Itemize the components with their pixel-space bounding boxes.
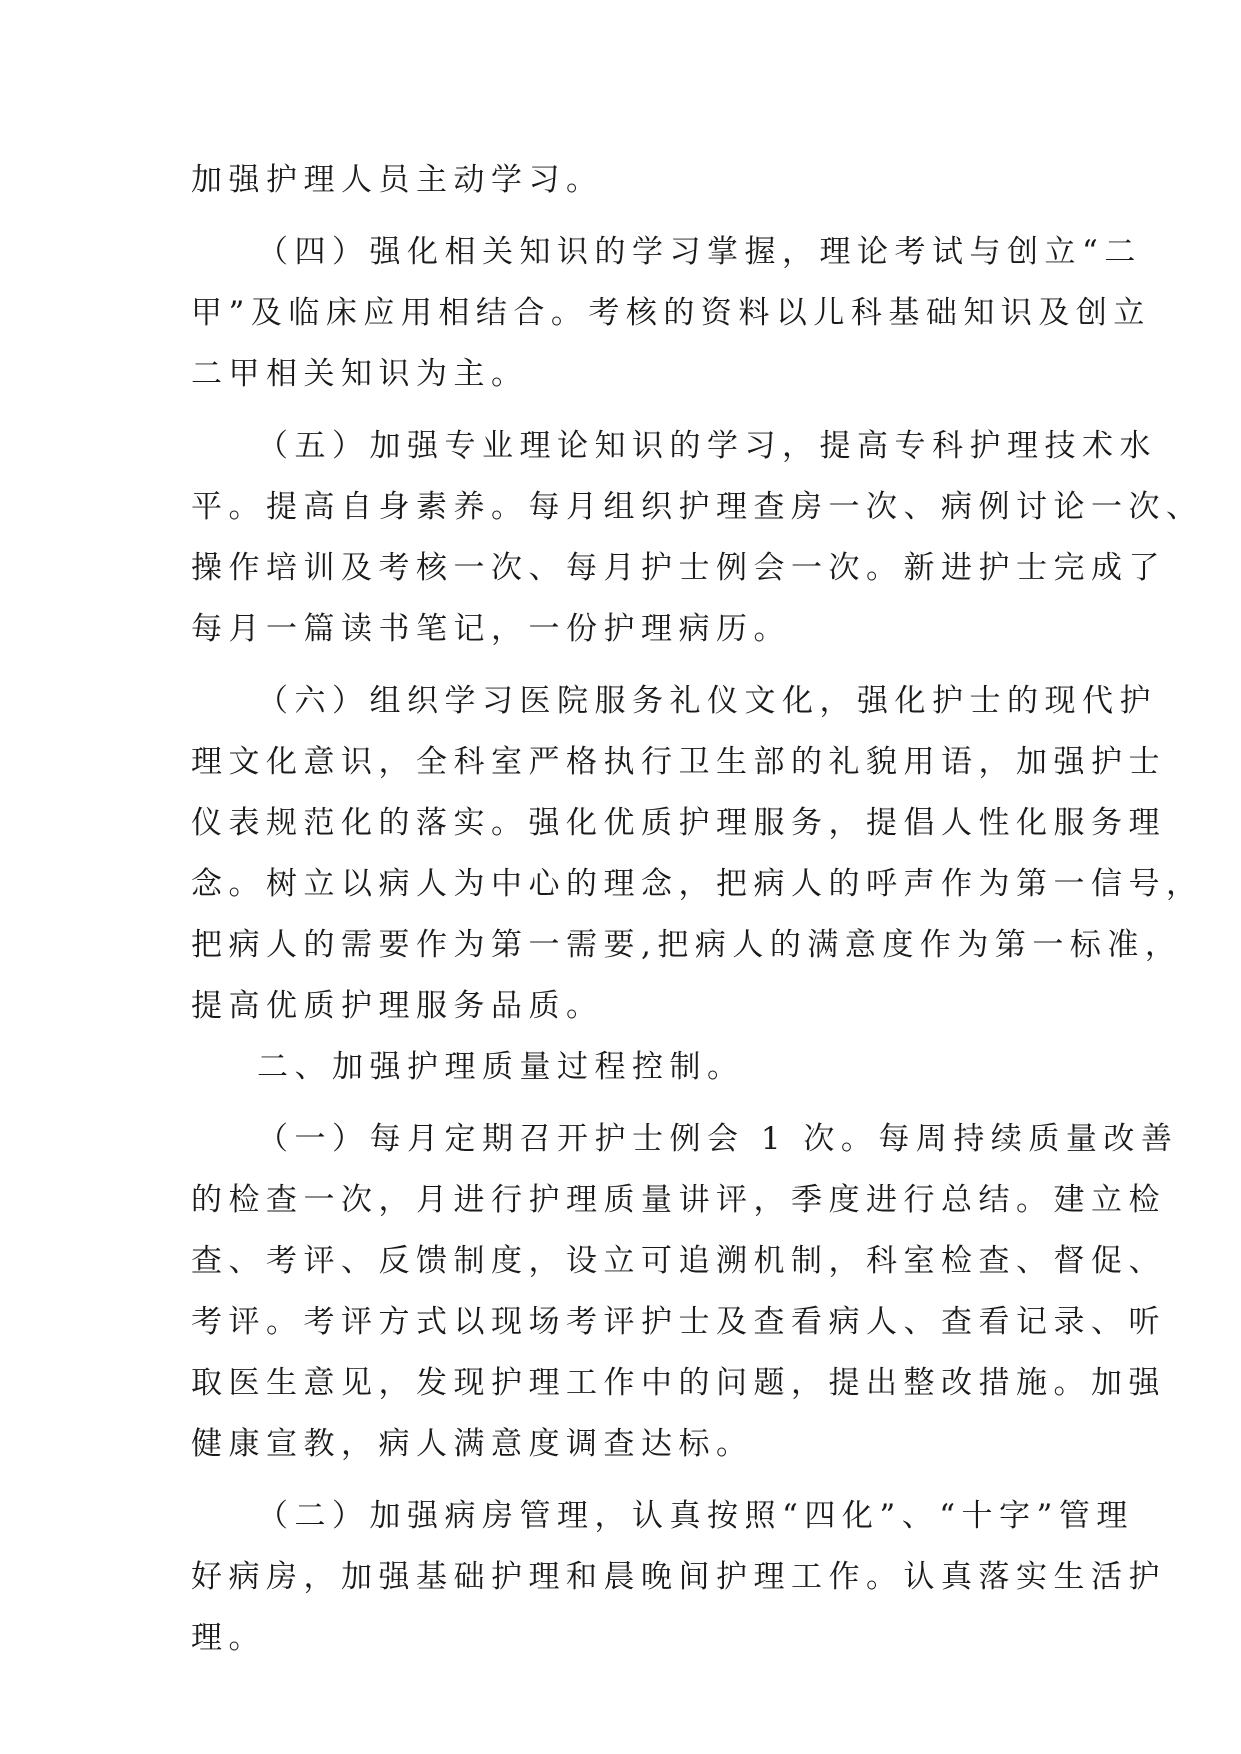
text-line: 的检查一次，月进行护理质量讲评，季度进行总结。建立检	[191, 1182, 1166, 1218]
text-line: 提高优质护理服务品质。	[191, 988, 604, 1024]
paragraph-si-heading: （四）强化相关知识的学习掌握，理论考试与创立“二	[257, 234, 1142, 270]
text-line: 好病房，加强基础护理和晨晚间护理工作。认真落实生活护	[191, 1559, 1166, 1595]
text-line: 仪表规范化的落实。强化优质护理服务，提倡人性化服务理	[191, 805, 1166, 841]
text-line: 加强护理人员主动学习。	[191, 162, 604, 198]
text-line: 操作培训及考核一次、每月护士例会一次。新进护士完成了	[191, 550, 1166, 586]
text-line: 念。树立以病人为中心的理念，把病人的呼声作为第一信号，	[191, 866, 1204, 902]
text-line: 理。	[191, 1620, 266, 1656]
text-line: 每月一篇读书笔记，一份护理病历。	[191, 611, 791, 647]
text-line: 把病人的需要作为第一需要,把病人的满意度作为第一标准，	[191, 927, 1183, 963]
text-line: 理文化意识，全科室严格执行卫生部的礼貌用语，加强护士	[191, 744, 1166, 780]
text-line: 甲”及临床应用相结合。考核的资料以儿科基础知识及创立	[191, 295, 1151, 331]
paragraph-liu-heading: （六）组织学习医院服务礼仪文化，强化护士的现代护	[257, 683, 1157, 719]
paragraph-er-heading: （二）加强病房管理，认真按照“四化”、“十字”管理	[257, 1498, 1134, 1534]
paragraph-wu-heading: （五）加强专业理论知识的学习，提高专科护理技术水	[257, 428, 1157, 464]
text-line: 考评。考评方式以现场考评护士及查看病人、查看记录、听	[191, 1304, 1166, 1340]
text-line: 查、考评、反馈制度，设立可追溯机制，科室检查、督促、	[191, 1243, 1166, 1279]
text-line: 二甲相关知识为主。	[191, 356, 529, 392]
paragraph-yi-heading: （一）每月定期召开护士例会 1 次。每周持续质量改善	[257, 1121, 1179, 1157]
section-heading: 二、加强护理质量过程控制。	[257, 1049, 745, 1085]
text-line: 健康宣教，病人满意度调查达标。	[191, 1426, 754, 1462]
text-line: 平。提高自身素养。每月组织护理查房一次、病例讨论一次、	[191, 489, 1204, 525]
document-body	[191, 150, 1204, 1669]
text-line: 取医生意见，发现护理工作中的问题，提出整改措施。加强	[191, 1365, 1166, 1401]
